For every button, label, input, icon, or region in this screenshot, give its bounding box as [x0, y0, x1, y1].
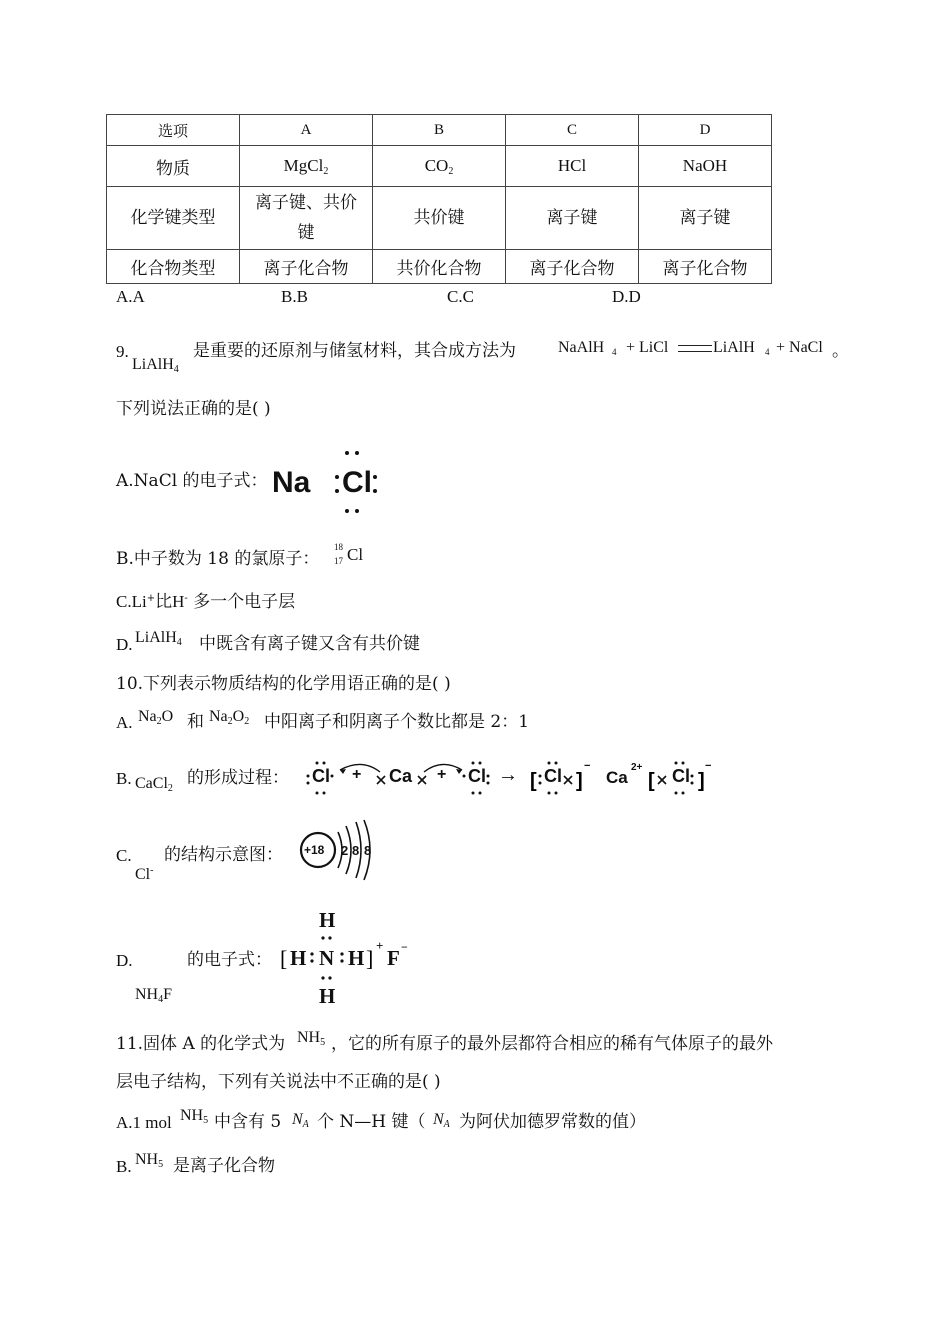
table-cell: HCl: [506, 146, 639, 187]
q11-option-b[interactable]: B.: [116, 1157, 132, 1176]
table-header-cell: C: [506, 115, 639, 146]
q9-question: 下列说法正确的是( ): [116, 399, 271, 419]
nh5-formula: $NH_5$: [135, 1151, 164, 1170]
q9-option-b[interactable]: B.中子数为 18 的氯原子：: [116, 549, 320, 569]
mass-number: 18: [334, 542, 343, 552]
chlorine-symbol: Cl: [347, 545, 364, 564]
table-cell: 离子化合物: [506, 250, 639, 284]
table-row: [107, 187, 772, 250]
q9-eq-sub: 4: [612, 347, 617, 357]
q10-c-text: 的结构示意图：: [164, 845, 283, 865]
q9-period: 。: [832, 341, 849, 361]
q10-stem: 10.下列表示物质结构的化学用语正确的是( ): [116, 674, 451, 694]
cl-ion: Cl-: [135, 865, 154, 883]
table-cell: 共价化合物: [373, 250, 506, 284]
q10-d-text: 的电子式：: [187, 950, 272, 970]
q10-a-and: 和: [187, 712, 204, 732]
nh5-formula: $NH_5$: [180, 1107, 209, 1126]
equal-sign-icon: [678, 345, 712, 352]
q9-d-formula: LiAlH$_4$: [135, 629, 182, 648]
svg-text:]: ]: [366, 946, 374, 971]
q8-option-b[interactable]: B.B: [281, 287, 308, 306]
table-cell: 共价键: [373, 187, 506, 250]
table-cell: MgCl$_2$: [240, 146, 373, 187]
cacl2-formation-diagram: Cl + Ca + Cl → Cl − Ca 2+ Cl − [ ] [ ]: [300, 756, 720, 796]
nh4f-electron-formula: H H N H H + F − [ ]: [280, 908, 408, 1008]
na2o-formula: $Na_2O$: [138, 708, 174, 727]
table-cell: 离子键、共价 键: [240, 187, 373, 250]
q11-option-a[interactable]: A.1 mol: [116, 1113, 172, 1132]
table-row: [107, 146, 772, 187]
row-label: 化学键类型: [107, 187, 240, 250]
svg-text:]: ]: [698, 770, 705, 792]
q9-eq-product2: + NaCl: [776, 339, 823, 356]
cl-ion-structure-diagram: +18 2 8 8: [296, 818, 386, 882]
q10-option-c[interactable]: C.: [116, 846, 132, 865]
svg-text:]: ]: [576, 770, 583, 792]
q9-d-text: 中既含有离子键又含有共价键: [199, 634, 420, 654]
q8-option-a[interactable]: A.A: [116, 287, 145, 306]
q10-b-text: 的形成过程：: [187, 768, 289, 788]
table-cell: 离子化合物: [639, 250, 772, 284]
cacl2-formula: CaCl$_2$: [135, 775, 173, 794]
q9-eq-product: LiAlH: [713, 339, 755, 356]
table-row: [107, 250, 772, 284]
nh4f-formula: $NH_4F$: [135, 986, 173, 1005]
na2o2-formula: $Na_2O_2$: [209, 708, 250, 727]
q9-option-c[interactable]: C.Li+比H- 多一个电子层: [116, 592, 296, 612]
q8-option-c[interactable]: C.C: [447, 287, 474, 306]
table-cell: NaOH: [639, 146, 772, 187]
avogadro-symbol: $N_A$: [433, 1111, 450, 1130]
nh5-formula: $NH_5$: [297, 1029, 326, 1048]
table-cell: $CO_2$: [373, 146, 506, 187]
table-cell: 离子键: [639, 187, 772, 250]
q8-option-d[interactable]: D.D: [612, 287, 641, 306]
svg-text:[: [: [648, 770, 655, 792]
svg-text:[: [: [530, 770, 537, 792]
q9-option-a[interactable]: A.NaCl 的电子式：: [116, 471, 268, 491]
q11-a-text3: 为阿伏加德罗常数的值）: [459, 1112, 646, 1132]
table-header-cell: A: [240, 115, 373, 146]
table-cell: 离子化合物: [240, 250, 373, 284]
q9-eq-reactant: + LiCl: [626, 339, 669, 356]
answer-table: [106, 114, 772, 284]
q11-stem-pre: 11.固体 A 的化学式为: [116, 1034, 286, 1054]
table-cell: 离子键: [506, 187, 639, 250]
table-header-cell: 选项: [107, 115, 240, 146]
q9-eq-sub: 4: [765, 347, 770, 357]
q10-option-a[interactable]: A.: [116, 713, 133, 732]
q9-number: 9.: [116, 342, 129, 361]
q11-a-text: 中含有 5: [214, 1112, 282, 1132]
table-header-cell: D: [639, 115, 772, 146]
q11-a-text2: 个 N—H 键（: [317, 1112, 426, 1132]
q9-stem: 是重要的还原剂与储氢材料，其合成方法为: [193, 341, 516, 361]
q9-equation: NaAlH: [558, 339, 605, 356]
avogadro-symbol: $N_A$: [292, 1111, 309, 1130]
q10-option-b[interactable]: B.: [116, 769, 132, 788]
q11-stem-post: ，它的所有原子的最外层都符合相应的稀有气体原子的最外: [331, 1034, 773, 1054]
table-header-cell: B: [373, 115, 506, 146]
q10-a-text: 中阳离子和阴离子个数比都是 2：1: [264, 712, 530, 732]
table-header-row: [107, 115, 772, 146]
svg-text:[: [: [280, 946, 288, 971]
row-label: 物质: [107, 146, 240, 187]
nacl-electron-formula: Na Cl: [272, 448, 382, 518]
q10-option-d[interactable]: D.: [116, 951, 133, 970]
atomic-number: 17: [334, 556, 343, 566]
q9-formula: LiAlH$_4$: [132, 356, 179, 375]
q11-stem-line2: 层电子结构，下列有关说法中不正确的是( ): [116, 1072, 441, 1092]
row-label: 化合物类型: [107, 250, 240, 284]
q9-option-d[interactable]: D.: [116, 635, 133, 654]
q11-b-text: 是离子化合物: [173, 1156, 275, 1176]
